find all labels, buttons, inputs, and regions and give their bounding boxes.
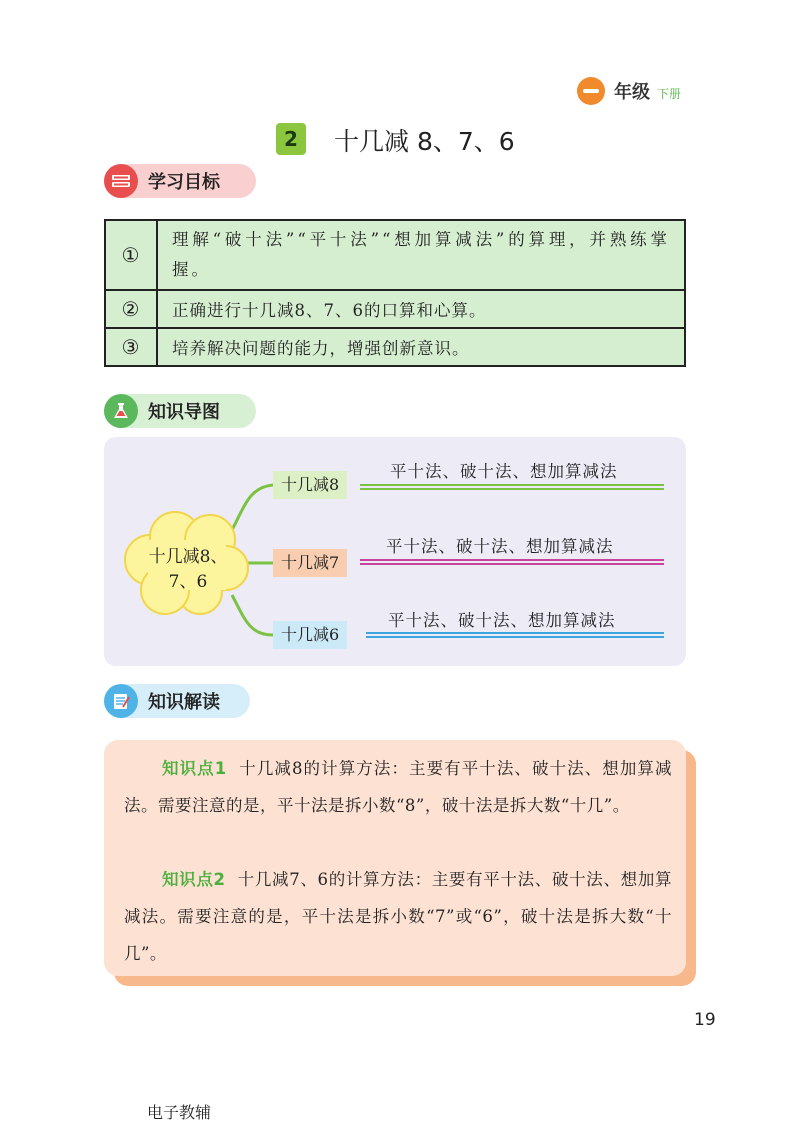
knowledge-point-label: 知识点1: [162, 759, 227, 778]
branch-methods-8: 平十法、破十法、想加算减法: [390, 462, 618, 481]
section-map-title: 知识导图: [148, 402, 220, 423]
section-reading-header: [104, 684, 250, 718]
knowledge-point-2: [124, 861, 672, 972]
connector-top: [232, 485, 273, 530]
branch-methods-7: 平十法、破十法、想加算减法: [386, 537, 614, 556]
root-line-2: 7、6: [168, 572, 208, 592]
lesson-title: 十几减 8、7、6: [334, 127, 515, 156]
goal-number: ③: [105, 328, 157, 366]
grade-volume: 下册: [657, 87, 682, 101]
lesson-number: 2: [276, 123, 306, 155]
notepad-icon: [104, 684, 138, 718]
mind-map-root: [143, 545, 233, 595]
knowledge-point-1: [124, 750, 672, 824]
knowledge-point-text: 十几减8的计算方法：主要有平十法、破十法、想加算减法。需要注意的是，平十法是拆小数“8”，破十法是拆大数“十几”。: [124, 759, 673, 815]
goal-number: ①: [105, 220, 157, 290]
goal-number: ②: [105, 290, 157, 328]
knowledge-point-text: 十几减7、6的计算方法：主要有平十法、破十法、想加算减法。需要注意的是，平十法是拆小数“7”或“6”，破十法是拆大数“十几”。: [124, 870, 672, 963]
grade-label: 年级: [614, 82, 650, 103]
goal-text: 正确进行十几减8、7、6的口算和心算。: [157, 290, 685, 328]
connector-bottom: [232, 595, 273, 635]
branch-node-7: 十几减7: [273, 549, 347, 577]
root-line-1: 十几减8、: [148, 547, 228, 567]
footer-text: 电子教辅: [147, 1103, 212, 1122]
branch-node-8: 十几减8: [273, 471, 347, 499]
goal-text: 理解“破十法”“平十法”“想加算减法”的算理，并熟练掌握。: [157, 220, 685, 290]
branch-methods-6: 平十法、破十法、想加算减法: [388, 611, 616, 630]
section-reading-title: 知识解读: [148, 692, 220, 713]
section-goals-title: 学习目标: [148, 172, 220, 193]
page-number: 19: [694, 1010, 716, 1030]
knowledge-point-label: 知识点2: [162, 870, 226, 889]
goal-text: 培养解决问题的能力，增强创新意识。: [157, 328, 685, 366]
branch-node-6: 十几减6: [273, 621, 347, 649]
